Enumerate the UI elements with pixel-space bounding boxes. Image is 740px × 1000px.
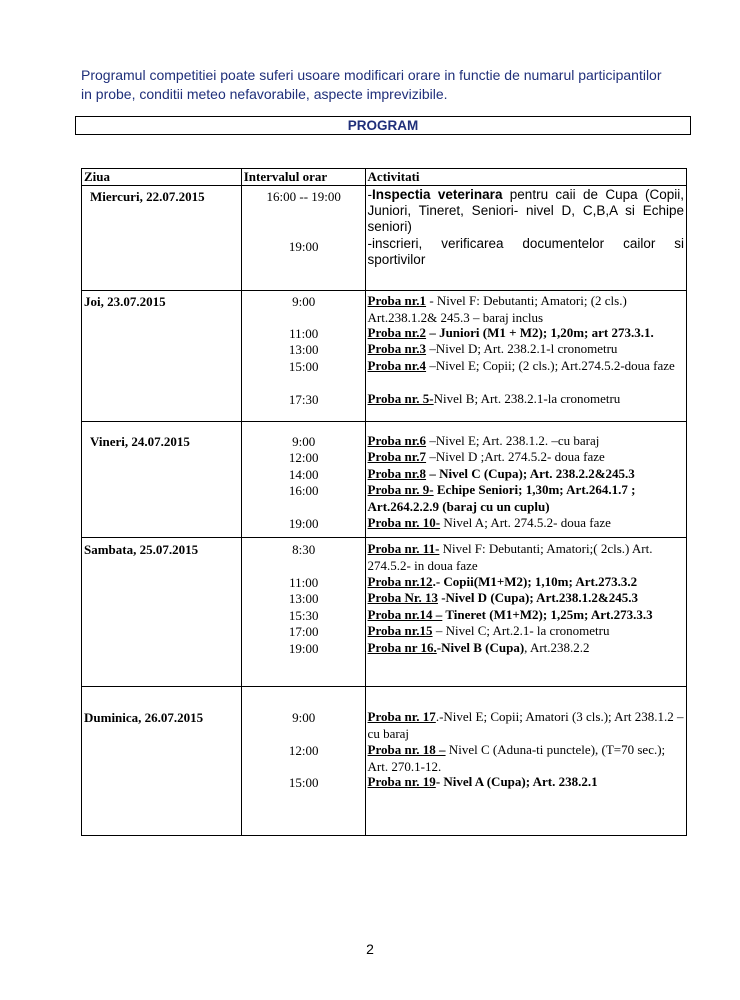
time-slot: 9:00: [292, 434, 316, 449]
time-slot: 16:00: [288, 483, 319, 498]
entry-text: Nivel B; Art. 238.2.1-la cronometru: [433, 391, 621, 406]
activity-entry: [366, 482, 686, 515]
activity-entry: [366, 433, 686, 450]
day-cell: [82, 186, 242, 291]
time-slot: 19:00: [288, 239, 319, 254]
activity-entry: [366, 742, 686, 775]
entry-bold-text: – Juniori (M1 + M2); 1,20m; art 273.3.1.: [426, 325, 654, 340]
entry-text: – Nivel C; Art.2.1- la cronometru: [432, 623, 610, 638]
time-slot: 15:30: [288, 608, 319, 623]
notice-line-1: Programul competitiei poate suferi usoare modificari orare in functie de numarul participantilor: [81, 67, 662, 83]
day-label: Sambata, 25.07.2015: [84, 542, 199, 557]
activity-entry: [366, 187, 686, 235]
activity-entry: [366, 640, 686, 657]
header-activities: Activitati: [365, 169, 686, 186]
activity-entry: [366, 236, 686, 268]
time-cell: [241, 422, 365, 538]
time-cell: [241, 687, 365, 836]
time-slot: 17:30: [288, 392, 319, 407]
proba-number: Proba nr. 10-: [367, 515, 441, 530]
proba-number: Proba nr. 5-: [367, 391, 434, 406]
entry-text: - Nivel F: Debutanti; Amatori; (2 cls.) Art.238.1.2& 245.3 – baraj inclus: [367, 293, 627, 325]
schedule-notice: [81, 66, 693, 104]
schedule-row: [82, 538, 687, 687]
schedule-row: [82, 687, 687, 836]
activity-entry: [366, 623, 686, 640]
entry-bold-text: Echipe Seniori; 1,30m; Art.264.1.7 ; Art.264.2.2.9 (baraj cu un cuplu): [367, 482, 636, 514]
activities-cell: [365, 538, 686, 687]
entry-text: –Nivel D ;Art. 274.5.2- doua faze: [426, 449, 605, 464]
day-cell: [82, 687, 242, 836]
proba-number: Proba nr. 19: [367, 774, 436, 789]
entry-text: inscrieri, verificarea documentelor cailor si sportivilor: [367, 236, 684, 267]
day-label: Vineri, 24.07.2015: [90, 434, 190, 449]
activities-cell: [365, 186, 686, 291]
time-slot: 13:00: [288, 342, 319, 357]
entry-bold-text: Inspectia veterinara: [372, 187, 503, 202]
activity-entry: [366, 607, 686, 624]
activity-entry: [366, 466, 686, 483]
entry-text: Nivel A; Art. 274.5.2- doua faze: [440, 515, 611, 530]
proba-number: Proba nr.3: [367, 341, 427, 356]
proba-number: Proba nr.6: [367, 433, 427, 448]
proba-number: Proba nr.1: [367, 293, 427, 308]
day-label: Miercuri, 22.07.2015: [90, 189, 205, 204]
entry-bold-text: - Nivel A (Cupa); Art. 238.2.1: [435, 774, 598, 789]
activity-entry: [366, 325, 686, 342]
activity-entry: [366, 449, 686, 466]
activity-entry: [366, 541, 686, 574]
entry-text: –Nivel E; Copii; (2 cls.); Art.274.5.2-doua faze: [426, 358, 675, 373]
proba-number: Proba nr.7: [367, 449, 427, 464]
schedule-row: [82, 186, 687, 291]
schedule-row: [82, 291, 687, 422]
proba-number: Proba nr. 9-: [367, 482, 434, 497]
program-title: PROGRAM: [75, 116, 691, 135]
time-slot: 9:00: [292, 710, 316, 725]
entry-text: pentru caii de Cupa (Copii, Juniori, Tineret, Seniori- nivel D, C,B,A si Echipe seniori): [367, 187, 684, 234]
header-day: Ziua: [82, 169, 242, 186]
proba-number: Proba nr.2: [367, 325, 427, 340]
entry-text: Nivel F: Debutanti; Amatori;( 2cls.) Art. 274.5.2- in doua faze: [367, 541, 653, 573]
activity-entry: [366, 590, 686, 607]
day-cell: [82, 291, 242, 422]
time-slot: 15:00: [288, 359, 319, 374]
time-cell: [241, 186, 365, 291]
entry-text: .-Nivel E; Copii; Amatori (3 cls.); Art 238.1.2 – cu baraj: [367, 709, 684, 741]
time-slot: 12:00: [288, 743, 319, 758]
proba-number: Proba nr.15: [367, 623, 433, 638]
entry-dash: -: [367, 236, 373, 251]
time-slot: 9:00: [292, 294, 316, 309]
schedule-row: [82, 422, 687, 538]
entry-text: Nivel C (Aduna-ti punctele), (T=70 sec.); Art. 270.1-12.: [367, 742, 666, 774]
time-slot: 11:00: [289, 326, 319, 341]
time-slot: 16:00 -- 19:00: [266, 189, 341, 204]
activity-entry: [366, 774, 686, 791]
entry-bold-text: Tineret (M1+M2); 1,25m; Art.273.3.3: [442, 607, 653, 622]
activities-cell: [365, 422, 686, 538]
entry-bold-text: – Nivel C (Cupa); Art. 238.2.2&245.3: [426, 466, 635, 481]
day-cell: [82, 422, 242, 538]
entry-text: –Nivel E; Art. 238.1.2. –cu baraj: [426, 433, 600, 448]
time-slot: 14:00: [288, 467, 319, 482]
time-slot: 19:00: [288, 641, 319, 656]
proba-number: Proba nr.4: [367, 358, 427, 373]
proba-number: Proba nr. 18 –: [367, 742, 446, 757]
proba-number: Proba nr.14 –: [367, 607, 443, 622]
day-cell: [82, 538, 242, 687]
activity-entry: [366, 391, 686, 408]
time-slot: 15:00: [288, 775, 319, 790]
proba-number: Proba nr.12: [367, 574, 433, 589]
activities-cell: [365, 291, 686, 422]
table-header-row: [82, 169, 687, 186]
time-slot: 11:00: [289, 575, 319, 590]
schedule-table: [81, 168, 687, 836]
entry-text: –Nivel D; Art. 238.2.1-l cronometru: [426, 341, 618, 356]
time-slot: 8:30: [292, 542, 316, 557]
time-cell: [241, 538, 365, 687]
activity-entry: [366, 358, 686, 375]
time-slot: 19:00: [288, 516, 319, 531]
time-slot: 13:00: [288, 591, 319, 606]
notice-line-2: in probe, conditii meteo nefavorabile, aspecte imprevizibile.: [81, 86, 448, 102]
activities-cell: [365, 687, 686, 836]
activity-entry: [366, 574, 686, 591]
entry-text: , Art.238.2.2: [524, 640, 590, 655]
proba-number: Proba nr.8: [367, 466, 427, 481]
entry-bold-text: -Nivel B (Cupa): [436, 640, 525, 655]
time-slot: 17:00: [288, 624, 319, 639]
time-cell: [241, 291, 365, 422]
time-slot: 12:00: [288, 450, 319, 465]
activity-entry: [366, 515, 686, 532]
page-number: 2: [366, 941, 374, 957]
proba-number: Proba nr. 17: [367, 709, 436, 724]
entry-bold-text: -Nivel D (Cupa); Art.238.1.2&245.3: [437, 590, 639, 605]
activity-entry: [366, 341, 686, 358]
day-label: Duminica, 26.07.2015: [84, 710, 204, 725]
entry-dash: -: [367, 187, 373, 202]
entry-bold-text: .- Copii(M1+M2); 1,10m; Art.273.3.2: [432, 574, 638, 589]
activity-entry: [366, 293, 686, 326]
activity-entry: [366, 709, 686, 742]
proba-number: Proba nr. 11-: [367, 541, 440, 556]
header-time: Intervalul orar: [241, 169, 365, 186]
day-label: Joi, 23.07.2015: [84, 294, 166, 309]
proba-number: Proba nr 16.: [367, 640, 437, 655]
proba-number: Proba Nr. 13: [367, 590, 438, 605]
